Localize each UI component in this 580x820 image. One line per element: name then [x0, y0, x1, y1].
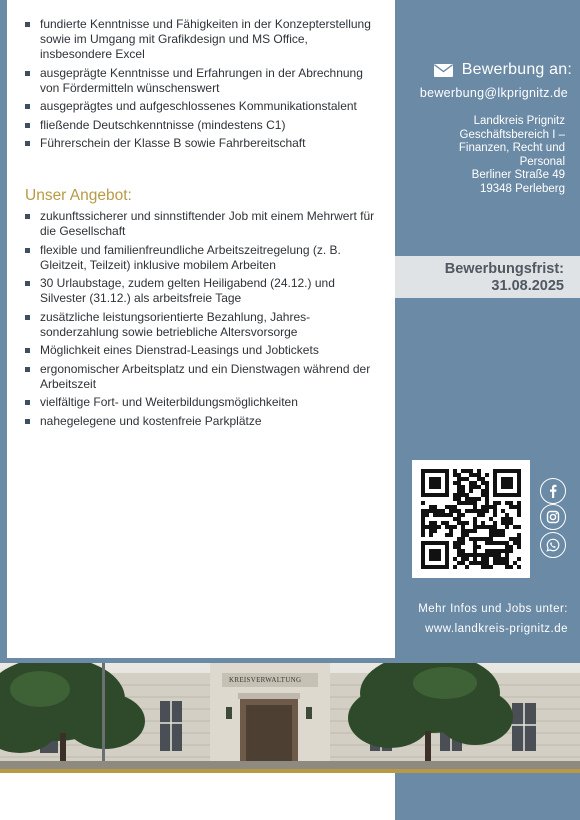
list-item: ausgeprägtes und aufgeschlossenes Kommunikationstalent	[25, 99, 377, 114]
bottom-white-strip	[0, 773, 395, 820]
list-item: 30 Urlaubstage, zudem gelten Heiligabend (24.12.) und Silvester (31.12.) als arbeitsfreie Tage	[25, 276, 377, 306]
instagram-icon[interactable]	[540, 504, 566, 530]
offer-list	[25, 209, 377, 432]
list-item: nahegelegene und kostenfreie Parkplätze	[25, 414, 377, 429]
list-item: Führerschein der Klasse B sowie Fahrbereitschaft	[25, 136, 377, 151]
whatsapp-icon[interactable]	[540, 532, 566, 558]
postal-address: Landkreis Prignitz Geschäftsbereich I – Finanzen, Recht und Personal Berliner Straße 49 19348 Perleberg	[458, 115, 565, 195]
qr-code-graphic	[421, 469, 521, 569]
qr-code[interactable]	[412, 460, 530, 578]
application-heading: Bewerbung an:	[402, 61, 572, 79]
deadline-label: Bewerbungsfrist:	[444, 261, 564, 277]
website-link[interactable]: www.landkreis-prignitz.de	[425, 623, 568, 635]
list-item: flexible und familienfreundliche Arbeitszeitregelung (z. B. Gleitzeit, Teilzeit) inklusive mobilem Arbeiten	[25, 243, 377, 273]
list-item: zukunftssicherer und sinnstiftender Job mit einem Mehrwert für die Gesellschaft	[25, 209, 377, 239]
offer-heading: Unser Angebot:	[25, 187, 132, 204]
building-photo	[0, 663, 580, 769]
deadline-date: 31.08.2025	[491, 278, 564, 294]
list-item: ausgeprägte Kenntnisse und Erfahrungen in der Abrechnung von Fördermitteln wünschenswert	[25, 66, 377, 96]
mail-icon	[434, 64, 453, 77]
building-sign: KREISVERWALTUNG	[229, 676, 302, 684]
deadline-band	[395, 256, 580, 298]
list-item: zusätzliche leistungsorientierte Bezahlung, Jahres-sonderzahlung sowie betriebliche Altersvorsorge	[25, 310, 377, 340]
application-email-link[interactable]: bewerbung@lkprignitz.de	[419, 86, 568, 100]
list-item: vielfältige Fort- und Weiterbildungsmöglichkeiten	[25, 395, 377, 410]
list-item: fließende Deutschkenntnisse (mindestens C1)	[25, 118, 377, 133]
list-item: Möglichkeit eines Dienstrad-Leasings und Jobtickets	[25, 343, 377, 358]
requirements-list	[25, 17, 377, 155]
list-item: fundierte Kenntnisse und Fähigkeiten in der Konzepterstellung sowie im Umgang mit Grafikdesign und MS Office, insbesondere Excel	[25, 17, 377, 63]
content-card	[7, 0, 395, 658]
facebook-icon[interactable]	[540, 478, 566, 504]
list-item: ergonomischer Arbeitsplatz und ein Dienstwagen während der Arbeitszeit	[25, 362, 377, 392]
more-info-label: Mehr Infos und Jobs unter:	[418, 603, 568, 615]
